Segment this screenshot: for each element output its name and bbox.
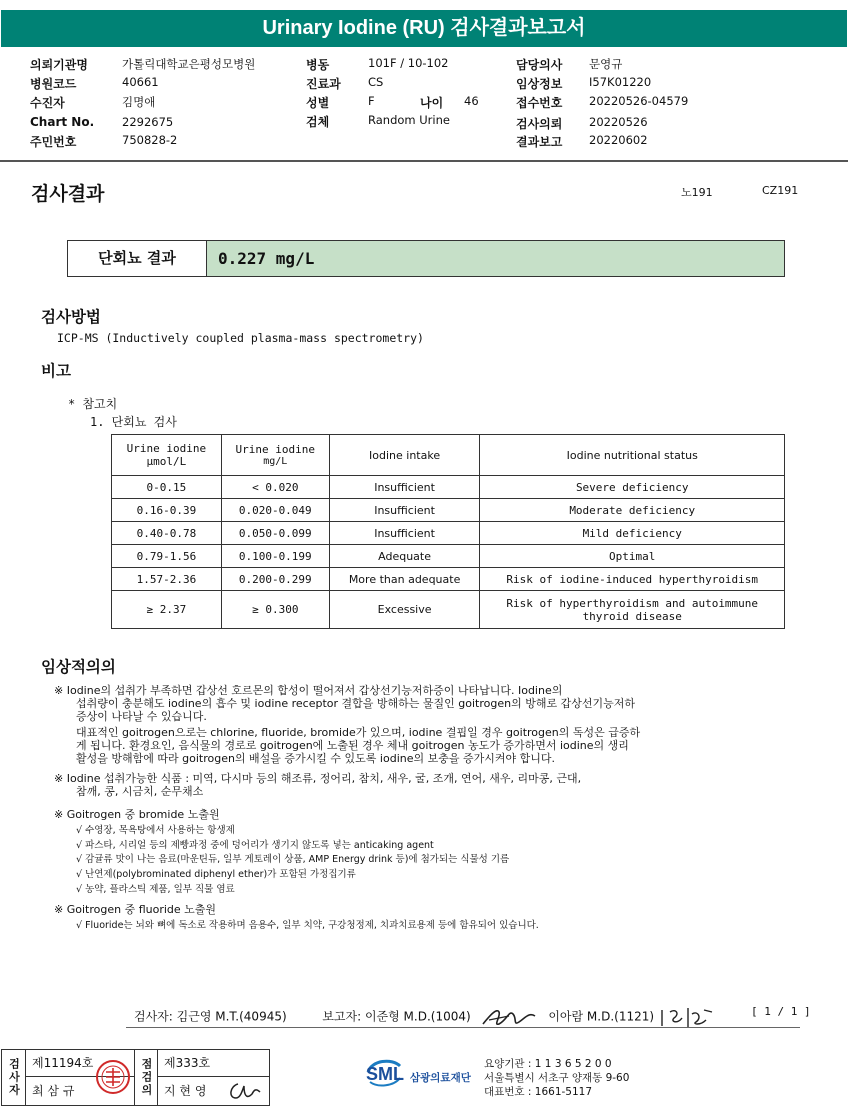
tester-stamp-name: 최 삼 규 [32, 1084, 75, 1098]
table-cell: ≥ 0.300 [221, 591, 329, 629]
info-value: CS [368, 75, 384, 89]
info-value: I57K01220 [589, 75, 652, 89]
info-label: 수진자 [30, 96, 65, 110]
result-label: 단회뇨 결과 [68, 241, 207, 276]
table-row [112, 545, 785, 568]
table-cell: 0.200-0.299 [221, 568, 329, 591]
info-value: 20220526 [589, 115, 648, 129]
table-cell: Risk of hyperthyroidism and autoimmune thyroid disease [480, 591, 785, 629]
clinical-line: 증상이 나타날 수 있습니다. [76, 710, 207, 723]
info-value: F [368, 94, 375, 108]
test-code-cz: CZ191 [762, 184, 799, 197]
list-item: √ 파스타, 시리얼 등의 제빵과정 중에 덩어리가 생기지 않도록 넣는 anticaking agent [76, 840, 434, 851]
header-divider [0, 160, 848, 162]
info-label: 담당의사 [516, 58, 563, 72]
report-title: Urinary Iodine (RU) 검사결과보고서 [1, 10, 847, 47]
table-cell: Adequate [329, 545, 480, 568]
method-heading: 검사방법 [41, 308, 101, 326]
info-value: 2292675 [122, 115, 174, 129]
info-label: 병원코드 [30, 77, 77, 91]
table-cell: ≥ 2.37 [112, 591, 222, 629]
inspector-stamp-name: 지 현 영 [164, 1084, 207, 1098]
table-cell: 0.100-0.199 [221, 545, 329, 568]
info-label: 검사의뢰 [516, 117, 563, 131]
age-value: 46 [464, 94, 479, 108]
table-cell: Risk of iodine-induced hyperthyroidism [480, 568, 785, 591]
list-item: √ 난연제(polybrominated diphenyl ether)가 포함된 가정집기류 [76, 869, 356, 880]
remarks-heading: 비고 [41, 362, 71, 380]
reporter-name: 보고자: 이준형 M.D.(1004) [322, 1009, 471, 1024]
age-label: 나이 [420, 96, 444, 110]
table-cell: Optimal [480, 545, 785, 568]
org-address: 서울특별시 서초구 양재동 9-60 [484, 1072, 630, 1084]
table-cell: 0.020-0.049 [221, 499, 329, 522]
table-row [112, 591, 785, 629]
table-cell: Excessive [329, 591, 480, 629]
table-cell: Mild deficiency [480, 522, 785, 545]
test-code: 노191 [681, 186, 713, 199]
table-header: Urine iodine mg/L [221, 435, 329, 476]
list-item: √ Fluoride는 뇌와 뼈에 독소로 작용하며 음용수, 일부 치약, 구강청정제, 치과치료용제 등에 함유되어 있습니다. [76, 920, 539, 931]
inspector-license-no: 제333호 [158, 1050, 269, 1077]
info-value: 가톨릭대학교은평성모병원 [122, 57, 256, 71]
tester-name: 검사자: 김근영 M.T.(40945) [134, 1009, 287, 1024]
table-cell: Insufficient [329, 522, 480, 545]
footer-divider [126, 1027, 800, 1028]
table-cell: 0.40-0.78 [112, 522, 222, 545]
stamp-box [1, 1049, 270, 1106]
table-cell: 0.79-1.56 [112, 545, 222, 568]
table-header: Iodine intake [329, 435, 480, 476]
clinical-line: ※ Iodine 섭취가능한 식품 : 미역, 다시마 등의 해조류, 정어리, 참치, 새우, 굴, 조개, 연어, 새우, 리마콩, 근대, [54, 772, 582, 785]
table-cell: 0-0.15 [112, 476, 222, 499]
info-label: 병동 [306, 58, 330, 72]
clinical-line: 활성을 방해함에 따라 goitrogen의 배설을 증가시킬 수 있도록 iodine의 보충을 증가시켜야 합니다. [76, 752, 555, 765]
logo-text: SML [366, 1064, 404, 1084]
info-label: 주민번호 [30, 135, 77, 149]
info-label: 접수번호 [516, 96, 563, 110]
table-header-row [112, 435, 785, 476]
clinical-heading: 임상적의의 [41, 658, 116, 676]
clinical-line: 게 됩니다. 환경요인, 음식물의 경로로 goitrogen에 노출된 경우 체내 goitrogen 농도가 증가하면서 iodine의 생리 [76, 739, 629, 752]
info-label: 의뢰기관명 [30, 58, 88, 72]
org-name: 삼광의료재단 [410, 1072, 471, 1084]
org-info [484, 1057, 629, 1099]
info-label: 검체 [306, 115, 330, 129]
table-row [112, 499, 785, 522]
table-cell: More than adequate [329, 568, 480, 591]
list-item: √ 농약, 플라스틱 제품, 일부 직물 염료 [76, 884, 235, 895]
ref-title: * 참고치 [68, 397, 118, 411]
result-value: 0.227 mg/L [207, 241, 784, 276]
info-value: 문영규 [589, 57, 623, 71]
table-header: Urine iodine μmol/L [112, 435, 222, 476]
table-cell: 0.16-0.39 [112, 499, 222, 522]
info-value: Random Urine [368, 113, 450, 127]
table-row [112, 568, 785, 591]
table-cell: < 0.020 [221, 476, 329, 499]
reference-table [111, 434, 785, 629]
list-item: √ 감귤류 맛이 나는 음료(마운틴듀, 일부 게토레이 상품, AMP Energy drink 등)에 첨가되는 식물성 기름 [76, 854, 510, 865]
info-value: 김명애 [122, 95, 156, 109]
table-row [112, 476, 785, 499]
clinical-line: 섭취량이 충분해도 iodine의 흡수 및 iodine receptor 결합을 방해하는 물질인 goitrogen의 방해로 갑상선기능저하 [76, 697, 635, 710]
page-indicator: [ 1 / 1 ] [751, 1005, 811, 1018]
clinical-line: 참깨, 콩, 시금치, 순무채소 [76, 785, 204, 798]
method-text: ICP-MS (Inductively coupled plasma-mass spectrometry) [57, 331, 424, 345]
tester-license-no: 제11194호 [26, 1050, 134, 1077]
fluoride-title: ※ Goitrogen 중 fluoride 노출원 [54, 903, 217, 916]
info-label: Chart No. [30, 115, 95, 129]
info-value: 20220602 [589, 133, 648, 147]
clinical-line: ※ Iodine의 섭취가 부족하면 갑상선 호르몬의 합성이 떨어져서 갑상선기능저하증이 나타납니다. Iodine의 [54, 684, 563, 697]
info-value: 40661 [122, 75, 159, 89]
table-cell: Moderate deficiency [480, 499, 785, 522]
info-value: 101F / 10-102 [368, 56, 449, 70]
info-label: 임상정보 [516, 77, 563, 91]
table-row [112, 522, 785, 545]
org-code: 요양기관 : 1 1 3 6 5 2 0 0 [484, 1058, 612, 1070]
table-header: Iodine nutritional status [480, 435, 785, 476]
doctor2-name: 이아람 M.D.(1121) [548, 1009, 655, 1024]
table-cell: Insufficient [329, 476, 480, 499]
info-value: 20220526-04579 [589, 94, 689, 108]
info-label: 진료과 [306, 77, 341, 91]
inspector-signature-icon [224, 1080, 264, 1104]
result-box [67, 240, 785, 277]
table-cell: Severe deficiency [480, 476, 785, 499]
tester-label: 검사자 [2, 1050, 26, 1105]
seal-icon [94, 1058, 132, 1096]
table-cell: 0.050-0.099 [221, 522, 329, 545]
table-cell: 1.57-2.36 [112, 568, 222, 591]
bromide-title: ※ Goitrogen 중 bromide 노출원 [54, 808, 220, 821]
ref-subtitle: 1. 단회뇨 검사 [90, 415, 177, 429]
list-item: √ 수영장, 목욕탕에서 사용하는 항생제 [76, 825, 235, 836]
info-value: 750828-2 [122, 133, 178, 147]
clinical-line: 대표적인 goitrogen으로는 chlorine, fluoride, bromide가 있으며, iodine 결핍일 경우 goitrogen의 독성은 급증하 [76, 726, 641, 739]
info-label: 성별 [306, 96, 330, 110]
result-heading: 검사결과 [31, 183, 105, 205]
table-cell: Insufficient [329, 499, 480, 522]
info-label: 결과보고 [516, 135, 563, 149]
org-phone: 대표번호 : 1661-5117 [484, 1086, 593, 1098]
inspector-label: 점검의 [134, 1050, 158, 1105]
